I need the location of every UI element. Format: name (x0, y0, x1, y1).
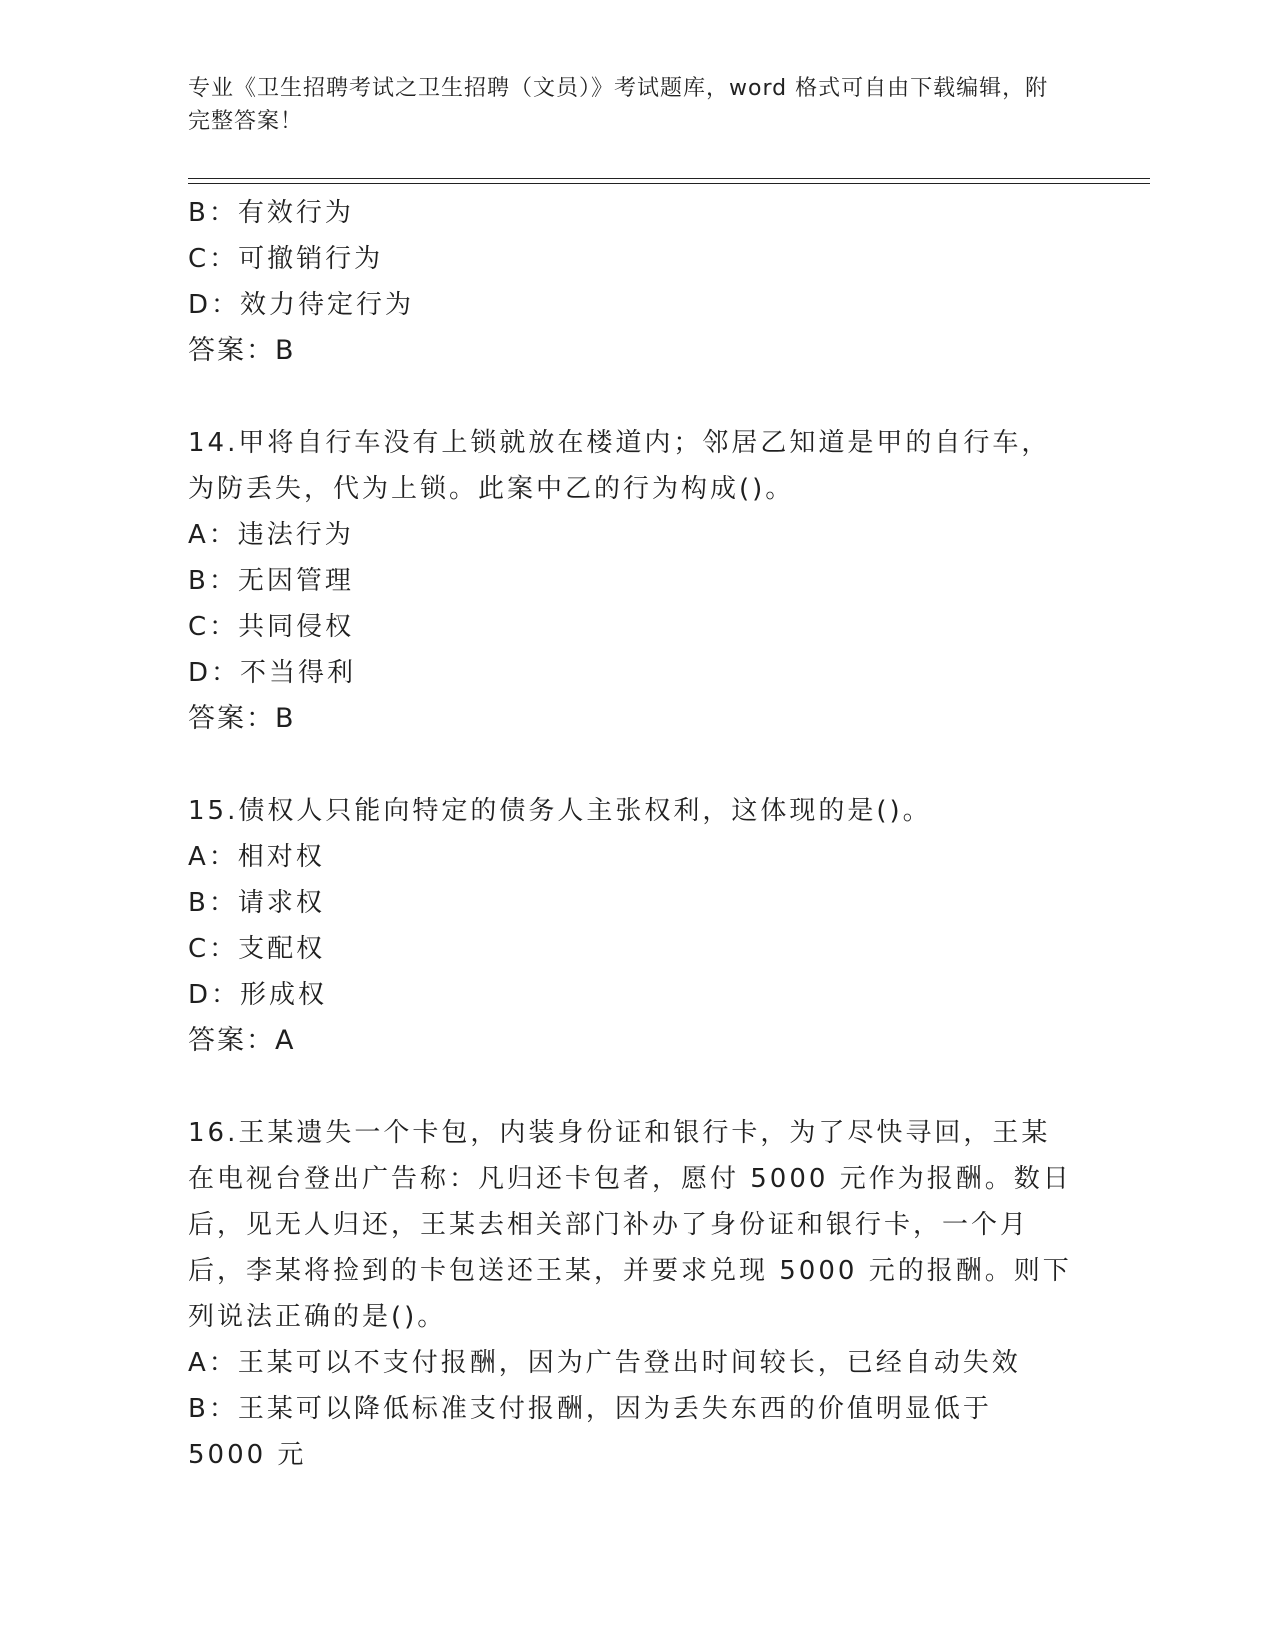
option-b: B：王某可以降低标准支付报酬，因为丢失东西的价值明显低于 5000 元 (188, 1394, 1004, 1470)
option-b: B：无因管理 (188, 566, 354, 596)
answer-line: 答案：B (188, 335, 296, 366)
question-14 (188, 420, 1078, 742)
option-c: C：可撤销行为 (188, 244, 384, 274)
answer-line: 答案：B (188, 703, 296, 734)
question-stem: 14.甲将自行车没有上锁就放在楼道内；邻居乙知道是甲的自行车，为防丢失，代为上锁。此案中乙的行为构成()。 (188, 428, 1051, 504)
question-15 (188, 788, 1078, 1064)
answer-line: 答案：A (188, 1025, 296, 1056)
question-stem: 15.债权人只能向特定的债务人主张权利，这体现的是()。 (188, 796, 932, 826)
option-d: D：形成权 (188, 980, 328, 1010)
option-b: B：请求权 (188, 888, 325, 918)
option-c: C：共同侵权 (188, 612, 355, 642)
header-rule-top (188, 178, 1150, 179)
question-13-tail (188, 190, 1078, 374)
option-d: D：不当得利 (188, 658, 357, 688)
question-16 (188, 1110, 1078, 1478)
option-b: B：有效行为 (188, 198, 354, 228)
question-stem: 16.王某遗失一个卡包，内装身份证和银行卡，为了尽快寻回，王某在电视台登出广告称：凡归还卡包者，愿付 5000 元作为报酬。数日后，见无人归还，王某去相关部门补办了身份证和银行卡，一个月后，李某将捡到的卡包送还王某，并要求兑现 5000 元的报酬。则下列说法正确的是()。 (188, 1118, 1072, 1332)
option-d: D：效力待定行为 (188, 290, 415, 320)
document-body (188, 190, 1078, 1478)
option-a: A：违法行为 (188, 520, 354, 550)
option-c: C：支配权 (188, 934, 326, 964)
page-header: 专业《卫生招聘考试之卫生招聘（文员）》考试题库，word 格式可自由下载编辑，附完整答案！ (188, 76, 1049, 134)
option-a: A：相对权 (188, 842, 325, 872)
header-rule-bottom (188, 183, 1150, 184)
option-a: A：王某可以不支付报酬，因为广告登出时间较长，已经自动失效 (188, 1348, 1021, 1378)
